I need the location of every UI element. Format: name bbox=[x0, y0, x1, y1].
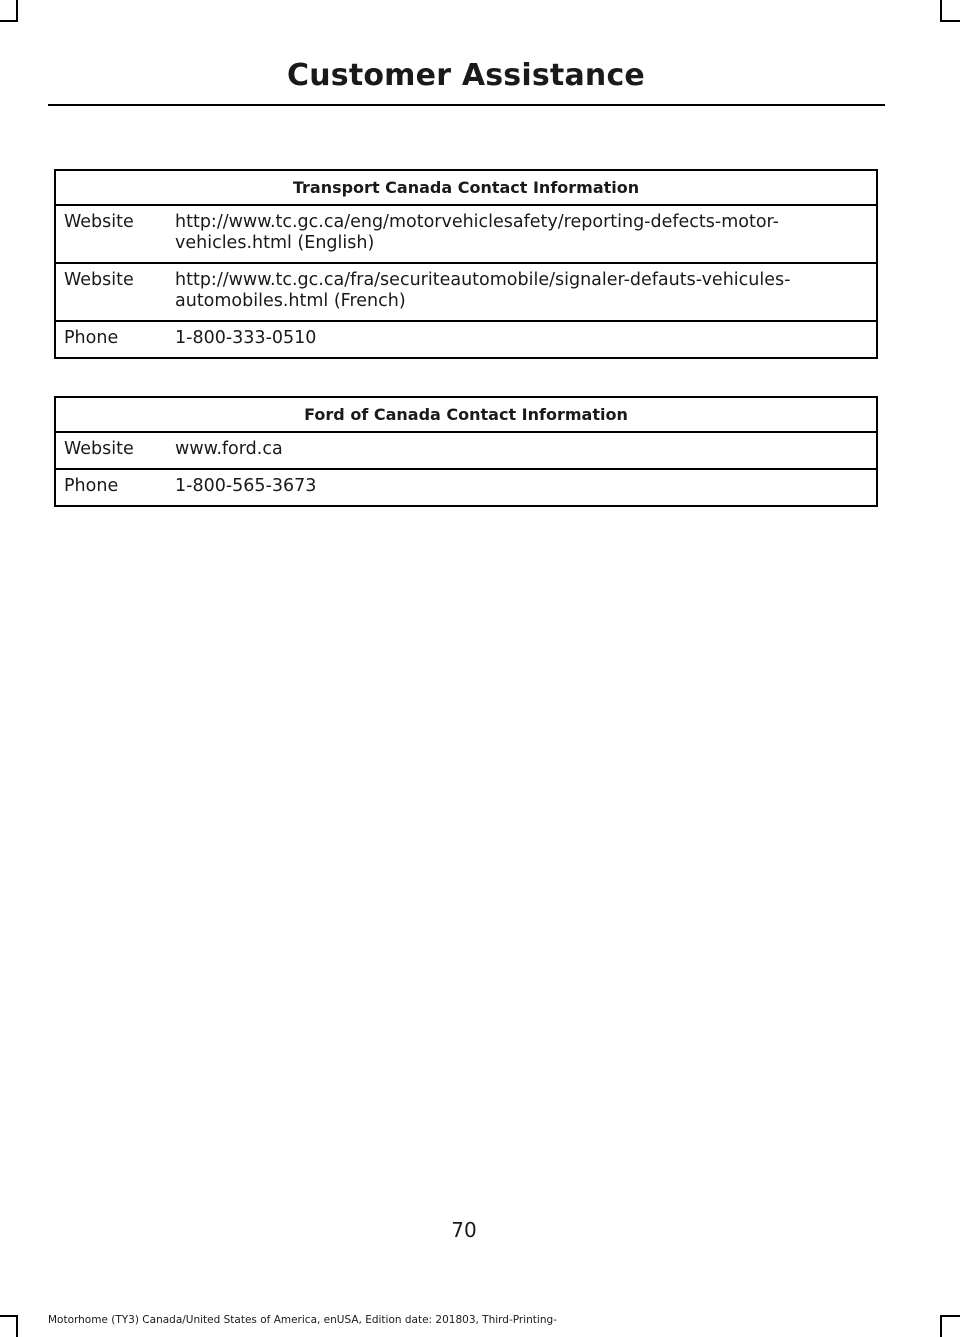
row-label: Website bbox=[55, 263, 167, 321]
table-row bbox=[55, 205, 877, 263]
page-title: Customer Assistance bbox=[287, 58, 645, 93]
row-value: 1-800-565-3673 bbox=[167, 469, 877, 506]
crop-mark-bottom-right-horizontal bbox=[940, 1315, 960, 1317]
row-label: Website bbox=[55, 432, 167, 469]
crop-mark-top-right-horizontal bbox=[940, 20, 960, 22]
row-label: Phone bbox=[55, 321, 167, 358]
table-heading: Ford of Canada Contact Information bbox=[55, 397, 877, 432]
page-number: 70 bbox=[451, 1218, 477, 1242]
ford-of-canada-contact-table bbox=[54, 396, 878, 507]
table-row bbox=[55, 432, 877, 469]
transport-canada-contact-table bbox=[54, 169, 878, 359]
crop-mark-bottom-left-vertical bbox=[16, 1315, 18, 1337]
table-row bbox=[55, 469, 877, 506]
crop-mark-top-left-vertical bbox=[16, 0, 18, 22]
row-label: Phone bbox=[55, 469, 167, 506]
table-row bbox=[55, 321, 877, 358]
row-value: 1-800-333-0510 bbox=[167, 321, 877, 358]
row-value: www.ford.ca bbox=[167, 432, 877, 469]
crop-mark-bottom-right-vertical bbox=[940, 1315, 942, 1337]
footer-edition-text: Motorhome (TY3) Canada/United States of America, enUSA, Edition date: 201803, Third-Printing- bbox=[48, 1314, 557, 1326]
table-heading: Transport Canada Contact Information bbox=[55, 170, 877, 205]
row-value: http://www.tc.gc.ca/fra/securiteautomobile/signaler-defauts-vehicules-automobiles.html (French) bbox=[167, 263, 877, 321]
title-rule bbox=[48, 104, 885, 106]
crop-mark-bottom-left-horizontal bbox=[0, 1315, 18, 1317]
row-value: http://www.tc.gc.ca/eng/motorvehiclesafety/reporting-defects-motor-vehicles.html (English) bbox=[167, 205, 877, 263]
table-heading-row bbox=[55, 397, 877, 432]
crop-mark-top-left-horizontal bbox=[0, 20, 18, 22]
table-heading-row bbox=[55, 170, 877, 205]
table-row bbox=[55, 263, 877, 321]
row-label: Website bbox=[55, 205, 167, 263]
crop-mark-top-right-vertical bbox=[940, 0, 942, 22]
